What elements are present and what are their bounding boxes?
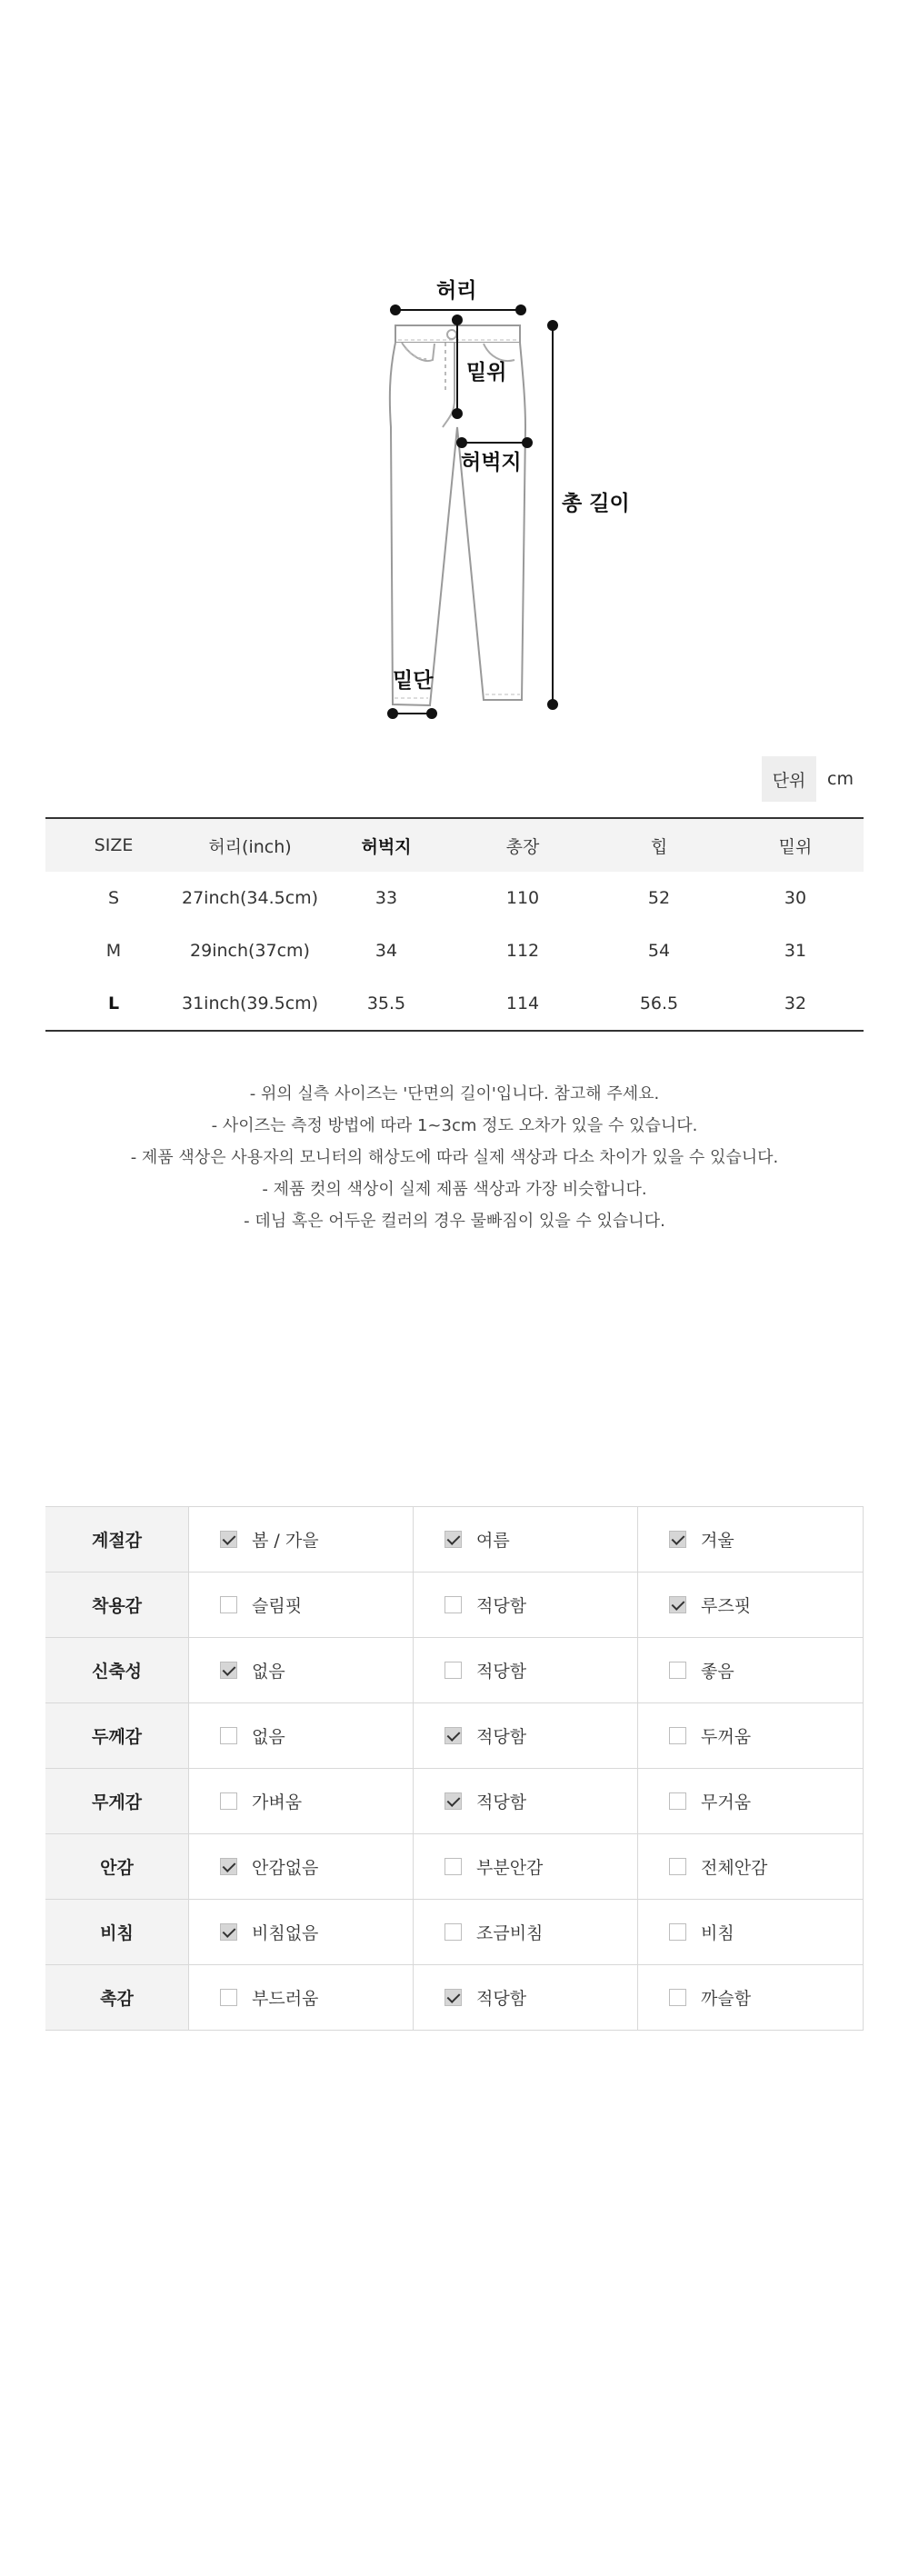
fabric-option — [638, 1769, 864, 1833]
fabric-option — [638, 1965, 864, 2030]
fabric-row-label: 신축성 — [45, 1638, 189, 1702]
unchecked-checkbox-icon — [669, 1989, 686, 2006]
length-cell: 112 — [505, 941, 540, 961]
fabric-option-label: 없음 — [252, 1662, 285, 1682]
unchecked-checkbox-icon — [220, 1727, 237, 1744]
note-line: - 위의 실측 사이즈는 '단면의 길이'입니다. 참고해 주세요. — [249, 1084, 660, 1103]
waist-cell: 27inch(34.5cm) — [182, 888, 319, 908]
fabric-option-label: 루즈핏 — [701, 1596, 752, 1616]
fabric-row — [45, 1703, 864, 1769]
fabric-row — [45, 1769, 864, 1834]
rise-cell: 31 — [784, 941, 807, 961]
fabric-option-label: 적당함 — [476, 1792, 527, 1812]
header-thigh: 허벅지 — [361, 836, 412, 857]
fabric-option — [189, 1965, 414, 2030]
table-row — [45, 977, 864, 1030]
fabric-option-label: 부드러움 — [252, 1989, 319, 2009]
fabric-row-label: 무게감 — [45, 1769, 189, 1833]
size-table — [45, 817, 864, 1032]
fabric-row-label: 안감 — [45, 1834, 189, 1899]
table-row — [45, 872, 864, 924]
fabric-option-label: 없음 — [252, 1727, 285, 1747]
thigh-label: 허벅지 — [461, 451, 522, 474]
pants-size-diagram — [0, 0, 909, 745]
size-notes — [0, 1078, 909, 1237]
hip-cell: 54 — [647, 941, 671, 961]
unchecked-checkbox-icon — [220, 1596, 237, 1613]
fabric-option — [638, 1573, 864, 1637]
fabric-option — [638, 1834, 864, 1899]
size-cell: S — [107, 888, 120, 908]
fabric-option-label: 비침없음 — [252, 1923, 319, 1943]
fabric-row — [45, 1507, 864, 1573]
rise-cell: 32 — [784, 993, 807, 1013]
unchecked-checkbox-icon — [669, 1858, 686, 1875]
hip-cell: 56.5 — [639, 993, 679, 1013]
note-line: - 제품 색상은 사용자의 모니터의 해상도에 따라 실제 색상과 다소 차이가 있을 수 있습니다. — [130, 1148, 779, 1167]
rise-cell: 30 — [784, 888, 807, 908]
fabric-option-label: 좋음 — [701, 1662, 734, 1682]
fabric-option — [414, 1834, 638, 1899]
unchecked-checkbox-icon — [669, 1727, 686, 1744]
unit-value: cm — [827, 769, 854, 789]
fabric-option — [189, 1834, 414, 1899]
fabric-option-label: 적당함 — [476, 1989, 527, 2009]
fabric-option — [638, 1507, 864, 1572]
fabric-option — [189, 1703, 414, 1768]
size-table-header — [45, 819, 864, 872]
fabric-option-label: 비침 — [701, 1923, 734, 1943]
unchecked-checkbox-icon — [445, 1858, 462, 1875]
unchecked-checkbox-icon — [669, 1923, 686, 1941]
hip-cell: 52 — [647, 888, 671, 908]
fabric-option-label: 안감없음 — [252, 1858, 319, 1878]
checked-checkbox-icon — [220, 1858, 237, 1875]
header-waist: 허리(inch) — [208, 836, 292, 857]
fabric-option — [414, 1769, 638, 1833]
fabric-option — [638, 1900, 864, 1964]
fabric-option — [414, 1965, 638, 2030]
unchecked-checkbox-icon — [445, 1662, 462, 1679]
fabric-option — [189, 1900, 414, 1964]
length-cell: 110 — [505, 888, 540, 908]
unchecked-checkbox-icon — [445, 1923, 462, 1941]
note-line: - 사이즈는 측정 방법에 따라 1~3cm 정도 오차가 있을 수 있습니다. — [211, 1116, 698, 1135]
note-line: - 데님 혹은 어두운 컬러의 경우 물빠짐이 있을 수 있습니다. — [244, 1212, 665, 1231]
total-length-label: 총 길이 — [562, 492, 630, 515]
hem-label: 밑단 — [393, 669, 434, 693]
checked-checkbox-icon — [445, 1989, 462, 2006]
checked-checkbox-icon — [669, 1531, 686, 1548]
fabric-option-label: 적당함 — [476, 1727, 527, 1747]
fabric-option — [638, 1703, 864, 1768]
unchecked-checkbox-icon — [445, 1596, 462, 1613]
fabric-option-label: 전체안감 — [701, 1858, 768, 1878]
fabric-info-table — [45, 1506, 864, 2031]
fabric-option-label: 적당함 — [476, 1596, 527, 1616]
waist-cell: 31inch(39.5cm) — [182, 993, 319, 1013]
header-size: SIZE — [94, 835, 134, 855]
fabric-option — [189, 1573, 414, 1637]
fabric-row-label: 촉감 — [45, 1965, 189, 2030]
thigh-cell: 33 — [375, 888, 398, 908]
fabric-row-label: 두께감 — [45, 1703, 189, 1768]
fabric-option-label: 두꺼움 — [701, 1727, 752, 1747]
checked-checkbox-icon — [220, 1662, 237, 1679]
fabric-row — [45, 1573, 864, 1638]
checked-checkbox-icon — [220, 1923, 237, 1941]
thigh-cell: 34 — [375, 941, 398, 961]
fabric-option — [414, 1703, 638, 1768]
fabric-option-label: 가벼움 — [252, 1792, 303, 1812]
fabric-option-label: 까슬함 — [701, 1989, 752, 2009]
checked-checkbox-icon — [445, 1727, 462, 1744]
fabric-row-label: 착용감 — [45, 1573, 189, 1637]
length-cell: 114 — [505, 993, 540, 1013]
fabric-option — [414, 1638, 638, 1702]
fabric-option — [189, 1769, 414, 1833]
fabric-row — [45, 1900, 864, 1965]
unchecked-checkbox-icon — [669, 1792, 686, 1810]
fabric-option-label: 무거움 — [701, 1792, 752, 1812]
checked-checkbox-icon — [669, 1596, 686, 1613]
checked-checkbox-icon — [445, 1792, 462, 1810]
header-length: 총장 — [505, 836, 540, 857]
fabric-option — [189, 1507, 414, 1572]
fabric-option — [414, 1507, 638, 1572]
fabric-row-label: 계절감 — [45, 1507, 189, 1572]
fabric-option-label: 겨울 — [701, 1531, 734, 1551]
fabric-option — [414, 1900, 638, 1964]
waist-cell: 29inch(37cm) — [190, 941, 310, 961]
fabric-option-label: 조금비침 — [476, 1923, 544, 1943]
fabric-option-label: 슬림핏 — [252, 1596, 303, 1616]
unchecked-checkbox-icon — [220, 1792, 237, 1810]
unchecked-checkbox-icon — [669, 1662, 686, 1679]
fabric-option — [638, 1638, 864, 1702]
fabric-option — [414, 1573, 638, 1637]
fabric-option-label: 부분안감 — [476, 1858, 544, 1878]
table-row — [45, 924, 864, 977]
fabric-row — [45, 1965, 864, 2031]
header-hip: 힙 — [650, 836, 668, 857]
header-rise: 밑위 — [778, 836, 813, 857]
size-cell: M — [105, 941, 122, 961]
fabric-option — [189, 1638, 414, 1702]
waist-label: 허리 — [436, 279, 477, 303]
note-line: - 제품 컷의 색상이 실제 제품 색상과 가장 비슷합니다. — [262, 1180, 647, 1199]
fabric-row-label: 비침 — [45, 1900, 189, 1964]
rise-label: 밑위 — [466, 361, 507, 384]
unit-label: 단위 — [762, 756, 816, 802]
fabric-option-label: 여름 — [476, 1531, 510, 1551]
fabric-option-label: 적당함 — [476, 1662, 527, 1682]
fabric-row — [45, 1834, 864, 1900]
thigh-cell: 35.5 — [366, 993, 406, 1013]
fabric-row — [45, 1638, 864, 1703]
checked-checkbox-icon — [445, 1531, 462, 1548]
size-cell: L — [107, 993, 120, 1013]
checked-checkbox-icon — [220, 1531, 237, 1548]
unchecked-checkbox-icon — [220, 1989, 237, 2006]
fabric-option-label: 봄 / 가을 — [252, 1531, 319, 1551]
